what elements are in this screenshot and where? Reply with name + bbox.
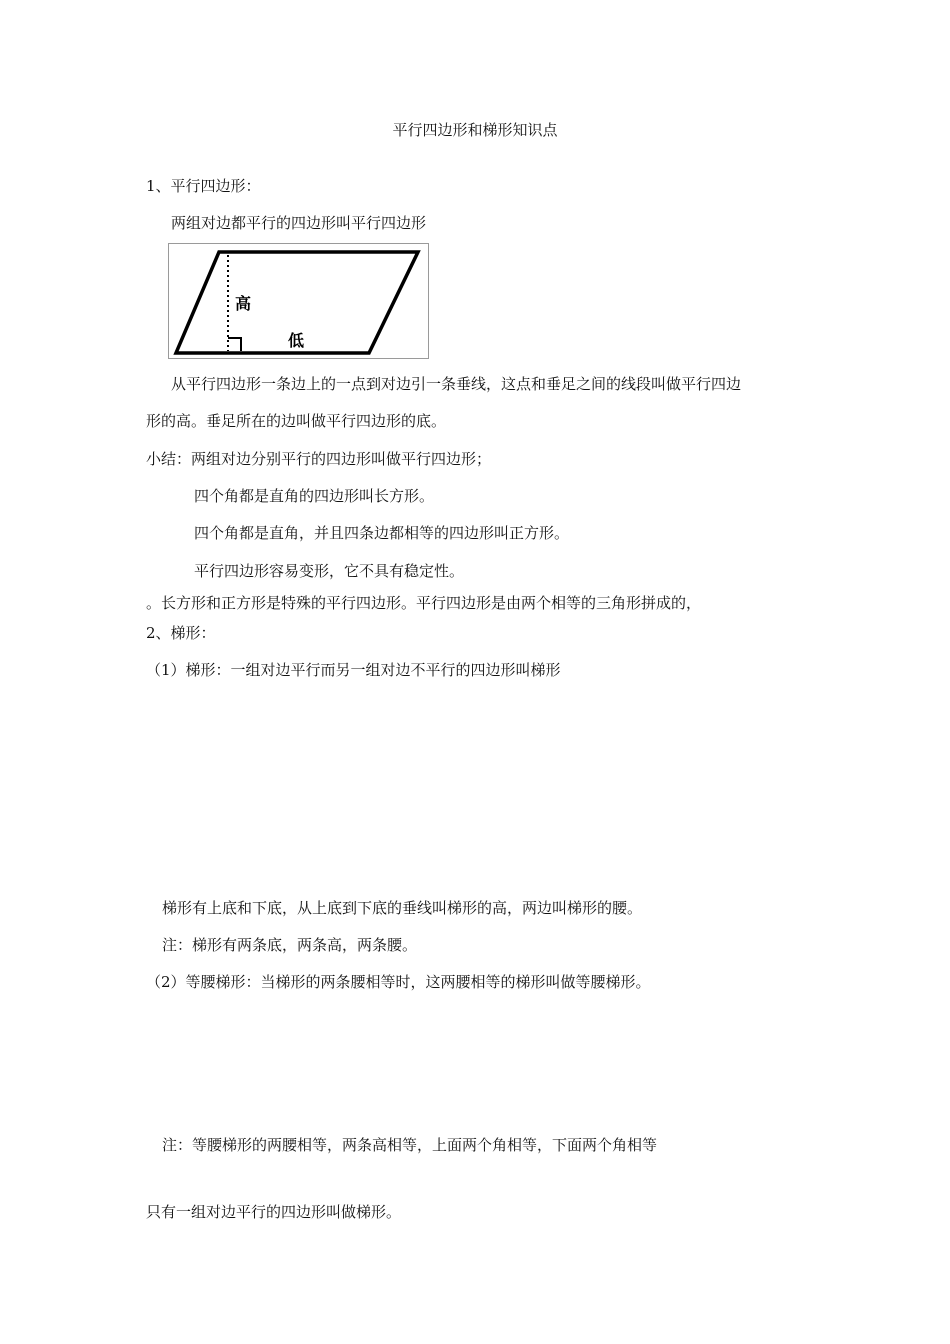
summary-line-3: 四个角都是直角，并且四条边都相等的四边形叫正方形。: [194, 524, 570, 542]
section-1-heading: 1、平行四边形：: [146, 177, 261, 195]
closing-statement: 只有一组对边平行的四边形叫做梯形。: [146, 1203, 402, 1221]
height-label: 高: [235, 294, 252, 313]
height-paragraph-line-2: 形的高。垂足所在的边叫做平行四边形的底。: [146, 412, 447, 430]
isosceles-trapezoid-definition: （2）等腰梯形：当梯形的两条腰相等时，这两腰相等的梯形叫做等腰梯形。: [146, 973, 651, 991]
summary-line-4: 平行四边形容易变形，它不具有稳定性。: [194, 562, 465, 580]
trapezoid-definition: （1）梯形：一组对边平行而另一组对边不平行的四边形叫梯形: [146, 661, 561, 679]
page-title: 平行四边形和梯形知识点: [392, 121, 558, 139]
trapezoid-parts-paragraph: 梯形有上底和下底，从上底到下底的垂线叫梯形的高，两边叫梯形的腰。: [162, 899, 643, 917]
summary-line-2: 四个角都是直角的四边形叫长方形。: [194, 487, 435, 505]
summary-line-1: 小结：两组对边分别平行的四边形叫做平行四边形；: [146, 450, 492, 468]
base-label: 低: [288, 331, 305, 350]
summary-line-5: 。长方形和正方形是特殊的平行四边形。平行四边形是由两个相等的三角形拼成的，: [146, 594, 702, 612]
trapezoid-note: 注：梯形有两条底，两条高，两条腰。: [162, 936, 418, 954]
height-paragraph-line-1: 从平行四边形一条边上的一点到对边引一条垂线，这点和垂足之间的线段叫做平行四边: [171, 375, 742, 393]
parallelogram-figure: [168, 243, 429, 359]
isosceles-trapezoid-note: 注：等腰梯形的两腰相等，两条高相等，上面两个角相等，下面两个角相等: [162, 1136, 658, 1154]
section-2-heading: 2、梯形：: [146, 624, 216, 642]
parallelogram-definition: 两组对边都平行的四边形叫平行四边形: [171, 214, 427, 232]
